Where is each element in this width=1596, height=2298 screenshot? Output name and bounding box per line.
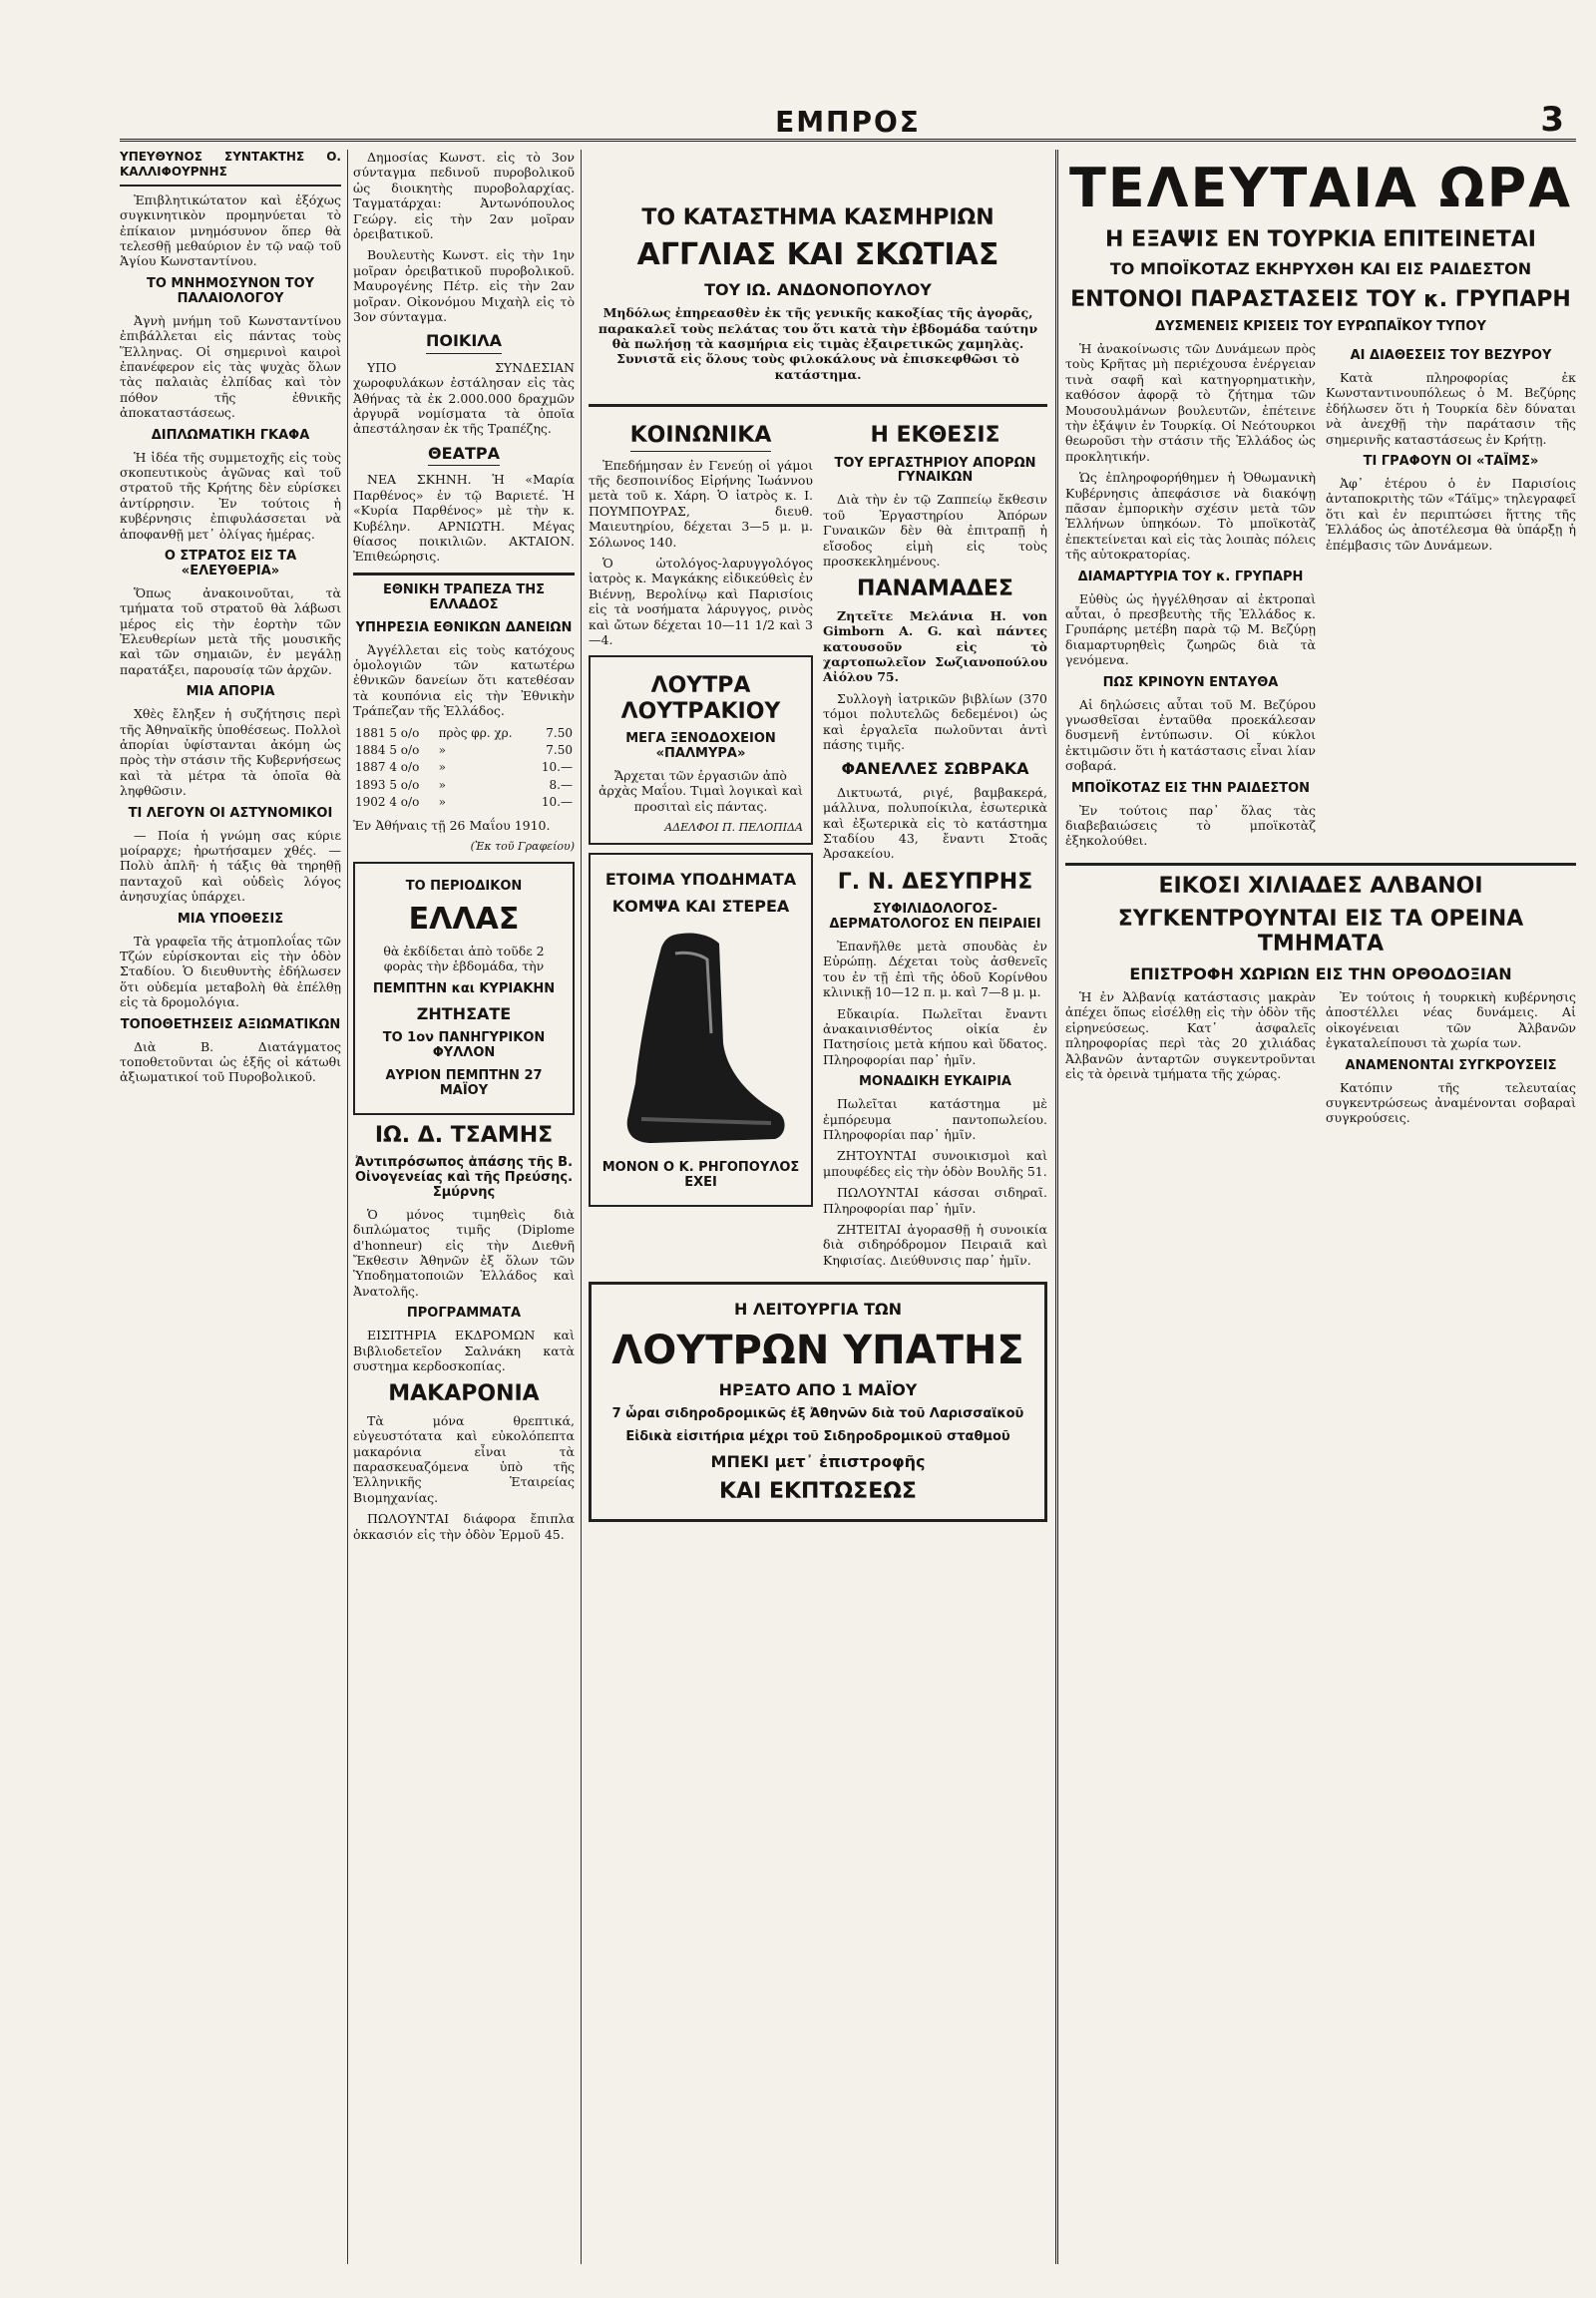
bond-rate: » xyxy=(438,777,446,792)
bonds-table xyxy=(353,725,575,812)
news-row-2 xyxy=(1065,989,1576,1132)
baths-discount: ΚΑΙ ΕΚΠΤΩΣΕΩΣ xyxy=(719,1479,917,1505)
ellas-days: ΠΕΜΠΤΗΝ και ΚΥΡΙΑΚΗΝ xyxy=(372,980,556,996)
shoe-icon xyxy=(611,924,791,1153)
vizier-body: Κατὰ πληροφορίας ἐκ Κωνσταντινουπόλεως ὁ Μ. Βεζύρης ἐδήλωσεν ὅτι ἡ Τουρκία δὲν δύναται νὰ ἀνεχθῇ τὴν παράτασιν τῆς σημερινῆς καταστάσεως ἐν Κρήτῃ. xyxy=(1326,369,1576,447)
flannel-body: Δικτυωτά, ριγέ, βαμβακερά, μάλλινα, πολυποίκιλα, ἐσωτερικὰ καὶ ἐξωτερικὰ εἰς τὸ κατάστημα Σταδίου 43, ἔναντι Στοᾶς Ἀρσακείου. xyxy=(823,784,1047,862)
bond-row xyxy=(353,742,575,759)
offer-heading: ΜΟΝΑΔΙΚΗ ΕΥΚΑΙΡΙΑ xyxy=(859,1074,1011,1090)
bond-row xyxy=(353,794,575,811)
news-row-1 xyxy=(1065,341,1576,855)
lead-paragraph-a: Ἡ ἀνακοίνωσις τῶν Δυνάμεων πρὸς τοὺς Κρῆτας μὴ περιέχουσα ἐνέργειαν τινὰ σαφῆ καὶ κατηγορηματικὴν, καθόσον ἀφορᾷ τὸ ζήτημα τῶν Μουσουλμάνων βουλευτῶν, ἐπέτεινε τὴν ἐξάψιν ἐν Τουρκίᾳ. Οἱ Νεότουρκοι θεωροῦσι τὴν στάσιν τῆς Ἑλλάδος ὡς προκλητικήν. xyxy=(1065,341,1316,464)
baths-top: Η ΛΕΙΤΟΥΡΓΙΑ ΤΩΝ xyxy=(733,1300,903,1320)
store-subtitle: ΑΓΓΛΙΑΣ ΚΑΙ ΣΚΩΤΙΑΣ xyxy=(636,237,999,273)
doctor-subheading: ΣΥΦΙΛΙΔΟΛΟΓΟΣ-ΔΕΡΜΑΤΟΛΟΓΟΣ ΕΝ ΠΕΙΡΑΙΕΙ xyxy=(829,902,1041,933)
vizier-heading: ΑΙ ΔΙΑΘΕΣΕΙΣ ΤΟΥ ΒΕΖΥΡΟΥ xyxy=(1350,348,1552,364)
ellas-title: ΕΛΛΑΣ xyxy=(408,902,520,938)
bond-value: 7.50 xyxy=(546,742,573,757)
divider xyxy=(589,404,1047,407)
orders-text-2: Βουλευτὴς Κωνστ. εἰς τὴν 1ην μοῖραν ὀρειβατικοῦ πυροβολικοῦ. Μαυρογένης Πέτρ. εἰς τὴν 2αν μοῖραν. Οἰκονόμου Μιχαὴλ εἰς τὸ 3ον σύνταγμα. xyxy=(353,247,575,325)
loutraki-title: ΛΟΥΤΡΑ ΛΟΥΤΡΑΚΙΟΥ xyxy=(620,673,781,724)
albania-body: Ἡ ἐν Ἀλβανίᾳ κατάστασις μακρὰν ἀπέχει ὅπως εἰσέλθῃ εἰς τὴν ὁδὸν τῆς εἰρηνεύσεως. Κατ᾽ ἀσφαλεῖς πληροφορίας περὶ τὰς 20 χιλιάδας Ἀλβανῶν ἀνταρτῶν συγκεντροῦνται εἰς τὰ ὀρεινὰ τμήματα τῆς χώρας. xyxy=(1065,989,1316,1082)
bond-rate: » xyxy=(438,760,446,775)
lead-paragraph-b: Ὡς ἐπληροφορήθημεν ἡ Ὀθωμανικὴ Κυβέρνησις ἀπεφάσισε νὰ διακόψῃ πᾶσαν ἐμπορικὴν σχέσιν μετὰ τῶν Ἑλλήνων ὑπηκόων. Τὸ μποϊκοτὰζ ἐπεκτείνεται καὶ εἰς τὰς λοιπὰς πόλεις τῆς αὐτοκρατορίας. xyxy=(1065,470,1316,563)
baths-return: ΜΠΕΚΙ μετ᾽ ἐπιστροφῆς xyxy=(710,1451,926,1471)
press-subheading: ΔΥΣΜΕΝΕΙΣ ΚΡΙΣΕΙΣ ΤΟΥ ΕΥΡΩΠΑΪΚΟΥ ΤΥΠΟΥ xyxy=(1155,319,1486,335)
column-rule xyxy=(1055,150,1058,2264)
boycott-heading: ΤΟ ΜΠΟΪΚΟΤΑΖ ΕΚΗΡΥΧΘΗ ΚΑΙ ΕΙΣ ΡΑΙΔΕΣΤΟΝ xyxy=(1109,259,1532,279)
loutraki-body: Ἄρχεται τῶν ἐργασιῶν ἀπὸ ἀρχὰς Μαΐου. Τιμαὶ λογικαὶ καὶ προσιταὶ εἰς πάντας. xyxy=(598,767,803,814)
ellas-advert xyxy=(353,862,575,1114)
doctor-heading: Γ. Ν. ΔΕΣΥΠΡΗΣ xyxy=(837,869,1033,895)
bond-value: 10.— xyxy=(541,760,573,775)
letter-heading: ΔΙΠΛΩΜΑΤΙΚΗ ΓΚΑΦΑ xyxy=(151,427,310,443)
bond-value: 10.— xyxy=(541,795,573,810)
shoes-advert xyxy=(589,853,813,1207)
clashes-heading: ΑΝΑΜΕΝΟΝΤΑΙ ΣΥΓΚΡΟΥΣΕΙΣ xyxy=(1345,1057,1557,1073)
query-heading: ΜΙΑ ΑΠΟΡΙΑ xyxy=(186,684,275,700)
bank-body: Ἀγγέλλεται εἰς τοὺς κατόχους ὁμολογιῶν τῶν κατωτέρω ἐθνικῶν δανείων ὅτι κατεθέσαν τὰ κουπόνια εἰς τὴν Ἐθνικὴν Τράπεζαν τῆς Ἑλλάδος. xyxy=(353,641,575,719)
wanted-advert: ΖΗΤΟΥΝΤΑΙ συνοικισμοὶ καὶ μπουφέδες εἰς τὴν ὁδὸν Βουλῆς 51. xyxy=(823,1148,1047,1179)
army-heading: Ο ΣΤΡΑΤΟΣ ΕΙΣ ΤΑ «ΕΛΕΥΘΕΡΙΑ» xyxy=(164,548,297,578)
exhibit-heading: Η ΕΚΘΕΣΙΣ xyxy=(870,423,1000,449)
bond-rate: » xyxy=(438,795,446,810)
furniture-note: ΠΩΛΟΥΝΤΑΙ διάφορα ἔπιπλα ὀκκασιόν εἰς τὴν ὁδὸν Ἐρμοῦ 45. xyxy=(353,1511,575,1542)
police-body: — Ποία ἡ γνώμη σας κύριε μοίραρχε; ἠρωτήσαμεν χθές. — Πολὺ ἀπλῆ· ἡ τάξις θὰ τηρηθῇ πανταχοῦ καὶ οὐδεὶς λόγος ἀνησυχίας ὑπάρχει. xyxy=(120,827,341,905)
tsamis-subheading: Ἀντιπρόσωπος ἁπάσης τῆς Β. Οἰνογενείας καὶ τῆς Πρεύσης. Σμύρνης xyxy=(354,1155,574,1200)
offer-body: Πωλεῖται κατάστημα μὲ ἐμπόρευμα παντοπωλείου. Πληροφορίαι παρ᾽ ἡμῖν. xyxy=(823,1096,1047,1142)
theatre-heading: ΘΕΑΤΡΑ xyxy=(353,445,575,466)
shoe-illustration xyxy=(598,924,803,1153)
news-right xyxy=(1326,341,1576,855)
albania-right xyxy=(1326,989,1576,1132)
last-hour-heading: ΤΕΛΕΥΤΑΙΑ ΩΡΑ xyxy=(1068,157,1573,219)
bank-date: Ἐν Ἀθήναις τῇ 26 Μαΐου 1910. xyxy=(353,817,551,833)
judge-body: Αἱ δηλώσεις αὗται τοῦ Μ. Βεζύρου γνωσθεῖσαι ἐνταῦθα προεκάλεσαν δυσμενῆ ἐντύπωσιν. Οἱ κύκλοι ἐκτιμῶσιν ὅτι ἡ κατάστασις εἶναι λίαν σοβαρά. xyxy=(1065,696,1316,774)
intro-paragraph: Ἐπιβλητικώτατον καὶ ἐξόχως συγκινητικὸν προμηνύεται τὸ ἐπίκαιον μνημόσυνον ὅπερ θὰ τελεσθῇ μεθαύριον ἐν τῷ ναῷ τοῦ Ἁγίου Κωνσταντίνου. xyxy=(120,192,341,269)
advert-right xyxy=(823,415,1047,1274)
query-body: Χθὲς ἔληξεν ἡ συζήτησις περὶ τῆς Ἀθηναϊκῆς ὑποθέσεως. Πολλοὶ ἀπορίαι ὑφίστανται ἀκόμη ὡς πρὸς τὴν στάσιν τῆς Κυβερνήσεως καὶ τὰ μέτρα τὰ ὁποῖα θὰ ληφθῶσιν. xyxy=(120,706,341,799)
bond-name: 1887 4 o/o xyxy=(355,760,420,775)
column-rule xyxy=(581,150,582,2264)
masthead-title: ΕΜΠΡΟΣ xyxy=(775,106,921,139)
page-number: 3 xyxy=(1540,100,1564,140)
shoes-shop: ΜΟΝΟΝ Ο Κ. ΡΗΓΟΠΟΥΛΟΣ ΕΧΕΙ xyxy=(601,1160,800,1191)
baths-train: 7 ὧραι σιδηροδρομικῶς ἐξ Ἀθηνῶν διὰ τοῦ Λαρισσαϊκοῦ xyxy=(611,1406,1024,1421)
macaroni-body: Τὰ μόνα θρεπτικά, εὐγευστότατα καὶ εὐκολόπεπτα μακαρόνια εἶναι τὰ παρασκευαζόμενα ὑπὸ τῆς Ἑλληνικῆς Ἑταιρείας Βιομηχανίας. xyxy=(353,1412,575,1505)
editor-byline: ΥΠΕΥΘΥΝΟΣ ΣΥΝΤΑΚΤΗΣ Ο. ΚΑΛΛΙΦΟΥΡΝΗΣ xyxy=(120,150,341,187)
turkey-heading: Η ΕΞΑΨΙΣ ΕΝ ΤΟΥΡΚΙΑ ΕΠΙΤΕΙΝΕΤΑΙ xyxy=(1105,227,1536,253)
ellas-top: ΤΟ ΠΕΡΙΟΔΙΚΟΝ xyxy=(405,879,523,895)
ellas-line: θὰ ἐκδίδεται ἀπὸ τοῦδε 2 φορὰς τὴν ἑβδομάδα, τὴν xyxy=(383,943,545,974)
bond-value: 8.— xyxy=(549,777,573,792)
officers-heading: ΤΟΠΟΘΕΤΗΣΕΙΣ ΑΞΙΩΜΑΤΙΚΩΝ xyxy=(120,1016,341,1032)
masthead xyxy=(120,100,1576,142)
macaroni-heading: ΜΑΚΑΡΟΝΙΑ xyxy=(388,1381,540,1407)
albania-heading-3: ΕΠΙΣΤΡΟΦΗ ΧΩΡΙΩΝ ΕΙΣ ΤΗΝ ΟΡΘΟΔΟΞΙΑΝ xyxy=(1129,963,1512,983)
shoes-heading: ΕΤΟΙΜΑ ΥΠΟΔΗΜΑΤΑ xyxy=(604,870,797,890)
doctor-body: Ἐπανῆλθε μετὰ σπουδὰς ἐν Εὐρώπῃ. Δέχεται τοὺς ἀσθενεῖς του ἐν τῇ ἐπὶ τῆς ὁδοῦ Κορίνθου κλινικῇ 10—12 π. μ. καὶ 7—8 μ. μ. xyxy=(823,938,1047,1000)
books-advert: Συλλογὴ ἰατρικῶν βιβλίων (370 τόμοι πολυτελῶς δεδεμένοι) ὡς καὶ ἐργαλεῖα πωλοῦνται ἀντὶ πάσης τιμῆς. xyxy=(823,690,1047,752)
store-owner: ΤΟΥ ΙΩ. ΑΝΔΟΝΟΠΟΥΛΟΥ xyxy=(704,279,932,299)
news-left xyxy=(1065,341,1316,855)
bond-row xyxy=(353,759,575,776)
tsamis-heading: ΙΩ. Δ. ΤΣΑΜΗΣ xyxy=(374,1122,554,1148)
social-heading: ΚΟΙΝΩΝΙΚΑ xyxy=(589,423,813,451)
protest-heading: ΔΙΑΜΑΡΤΥΡΙΑ ΤΟΥ κ. ΓΡΥΠΑΡΗ xyxy=(1077,569,1304,584)
panama-body: Ζητεῖτε Μελάνια Η. von Gimborn A. G. καὶ πάντες κατουσοῦν εἰς τὸ χαρτοπωλεῖον Σωζιανοπούλου Αἰόλου 75. xyxy=(823,607,1047,685)
loutraki-advert xyxy=(589,655,813,845)
divider xyxy=(353,573,575,575)
shoes-subheading: ΚΟΜΨΑ ΚΑΙ ΣΤΕΡΕΑ xyxy=(611,896,790,916)
panama-heading: ΠΑΝΑΜΑΔΕΣ xyxy=(857,576,1013,602)
advert-left xyxy=(589,415,813,1274)
news-columns xyxy=(1065,150,1576,2264)
loutraki-sign: ΑΔΕΛΦΟΙ Π. ΠΕΛΟΠΙΔΑ xyxy=(664,821,803,835)
bond-rate: » xyxy=(438,742,446,757)
theatre-body: ΝΕΑ ΣΚΗΝΗ. Ἡ «Μαρία Παρθένος» ἐν τῷ Βαριετέ. Ἡ «Κυρία Παρθένος» μὲ τὴν κ. Κυβέλην. ΑΡΝΙΩΤΗ. Μέγας θίασος ποικιλιῶν. ΑΚΤΑΙΟΝ. Ἐπιθεώρησις. xyxy=(353,472,575,565)
store-title: ΤΟ ΚΑΤΑΣΤΗΜΑ ΚΑΣΜΗΡΙΩΝ xyxy=(641,205,995,230)
protest-body: Εὐθὺς ὡς ἠγγέλθησαν αἱ ἐκτροπαὶ αὗται, ὁ πρεσβευτὴς τῆς Ἑλλάδος κ. Γρυπάρης μετέβη παρὰ τῷ Μ. Βεζύρῃ διαμαρτυρηθεὶς ζωηρῶς διὰ τὰ γενόμενα. xyxy=(1065,590,1316,668)
flannel-heading: ΦΑΝΕΛΛΕΣ ΣΩΒΡΑΚΑ xyxy=(841,759,1029,779)
column-rule xyxy=(347,150,348,2264)
raidestos-heading: ΜΠΟΪΚΟΤΑΖ ΕΙΣ ΤΗΝ ΡΑΙΔΕΣΤΟΝ xyxy=(1070,780,1311,796)
tsamis-body: Ὁ μόνος τιμηθεὶς διὰ διπλώματος τιμῆς (Diplome d'honneur) εἰς τὴν Διεθνῆ Ἔκθεσιν Ἀθηνῶν ἐξ ὅλων τῶν Ὑποδηματοποιῶν Ἑλλάδος καὶ Ἀνατολῆς. xyxy=(353,1206,575,1299)
ellas-date: ΑΥΡΙΟΝ ΠΕΜΠΤΗΝ 27 ΜΑΪΟΥ xyxy=(385,1067,543,1098)
memorial-heading: ΤΟ ΜΝΗΜΟΣΥΝΟΝ ΤΟΥ ΠΑΛΑΙΟΛΟΓΟΥ xyxy=(146,275,315,306)
representations-heading: ΕΝΤΟΝΟΙ ΠΑΡΑΣΤΑΣΕΙΣ ΤΟΥ κ. ΓΡΥΠΑΡΗ xyxy=(1070,286,1571,312)
column-1 xyxy=(120,150,341,2264)
times-heading: ΤΙ ΓΡΑΦΟΥΝ ΟΙ «ΤΑΪΜΣ» xyxy=(1363,453,1539,469)
bond-value: 7.50 xyxy=(546,725,573,740)
hypothesis-body: Τὰ γραφεῖα τῆς ἀτμοπλοΐας τῶν Τζών εὑρίσκονται εἰς τὴν ὁδὸν Σταδίου. Ὁ διευθυντὴς ἐδήλωσεν ὅτι οὐδεμία μεταβολὴ θὰ ἐπέλθῃ εἰς τὰ δρομολόγια. xyxy=(120,933,341,1010)
albania-heading-1: ΕΙΚΟΣΙ ΧΙΛΙΑΔΕΣ ΑΛΒΑΝΟΙ xyxy=(1158,873,1483,899)
letter-body: Ἡ ἰδέα τῆς συμμετοχῆς εἰς τοὺς σκοπευτικοὺς ἀγῶνας καὶ τοῦ στρατοῦ τῆς Κρήτης δὲν εὑρίσκει ἀντίρρησιν. Ἐν τούτοις ἡ κυβέρνησις ἐπιφυλάσσεται νὰ ἀποφανθῇ μετ᾽ ὀλίγας ἡμέρας. xyxy=(120,449,341,542)
baths-title: ΛΟΥΤΡΩΝ ΥΠΑΤΗΣ xyxy=(611,1327,1024,1373)
times-body: Ἀφ᾽ ἑτέρου ὁ ἐν Παρισίοις ἀνταποκριτὴς τῶν «Τάϊμς» τηλεγραφεῖ ὅτι καὶ ἐν περιπτώσει ἥττης τῆς Ἑλλάδος ὡς ἀποτέλεσμα θὰ ὑπάρξῃ ἡ ἐπέμβασις τῶν Δυνάμεων. xyxy=(1326,475,1576,553)
army-body: Ὅπως ἀνακοινοῦται, τὰ τμήματα τοῦ στρατοῦ θὰ λάβωσι μέρος εἰς τὴν ἑορτὴν τῶν Ἐλευθερίων μετὰ τῆς μουσικῆς καὶ τῶν σημαιῶν, ἐν μεγάλῃ παρατάξει, παρουσίᾳ τῶν ἀρχῶν. xyxy=(120,584,341,677)
divider xyxy=(1065,863,1576,866)
bank-subheading: ΥΠΗΡΕΣΙΑ ΕΘΝΙΚΩΝ ΔΑΝΕΙΩΝ xyxy=(355,619,573,635)
hypothesis-heading: ΜΙΑ ΥΠΟΘΕΣΙΣ xyxy=(177,911,284,927)
ellas-issue: ΤΟ 1ον ΠΑΝΗΓΥΡΙΚΟΝ ΦΥΛΛΟΝ xyxy=(382,1029,546,1060)
exhibit-subheading: ΤΟΥ ΕΡΓΑΣΤΗΡΙΟΥ ΑΠΟΡΩΝ ΓΥΝΑΙΚΩΝ xyxy=(834,455,1036,486)
social-body: Ἐπεδήμησαν ἐν Γενεύῃ οἱ γάμοι τῆς δεσποινίδος Εἰρήνης Ἰωάννου μετὰ τοῦ κ. Χάρη. Ὁ ἰατρὸς κ. Ι. ΠΟΥΜΠΟΥΡΑΣ, διευθ. Μαιευτηρίου, δέχεται 3—5 μ. μ. Σόλωνος 140. xyxy=(589,457,813,550)
misc-body: ΥΠΟ ΣΥΝΔΕΣΙΑΝ χωροφυλάκων ἐστάλησαν εἰς τὰς Ἀθήνας τὰ ἐκ 2.000.000 δραχμῶν ἀργυρᾶ νομίσματα τὰ ὁποῖα ἀπεστάλησαν ἐκ τῆς Τραπέζης. xyxy=(353,359,575,437)
judge-heading: ΠΩΣ ΚΡΙΝΟΥΝ ΕΝΤΑΥΘΑ xyxy=(1102,674,1279,690)
bank-heading: ΕΘΝΙΚΗ ΤΡΑΠΕΖΑ ΤΗΣ ΕΛΛΑΔΟΣ xyxy=(383,581,545,612)
albania-left xyxy=(1065,989,1316,1132)
seek-advert: ΖΗΤΕΙΤΑΙ ἀγορασθῇ ἡ συνοικία διὰ σιδηρόδρομον Πειραιᾶ καὶ Κηφισίας. Διεύθυνσις παρ᾽ ἡμῖν. xyxy=(823,1222,1047,1268)
raidestos-body: Ἐν τούτοις παρ᾽ ὅλας τὰς διαβεβαιώσεις τὸ μποϊκοτὰζ ἐξηκολούθει. xyxy=(1065,802,1316,849)
memorial-body: Ἀγνὴ μνήμη τοῦ Κωνσταντίνου ἐπιβάλλεται εἰς πάντας τοὺς Ἕλληνας. Οἱ σημερινοὶ καιροὶ ἐπανέφερον εἰς τὰς ψυχὰς ὅλων τὰς παλαιὰς ἐλπίδας καὶ τὸν πόθον τῆς ἐθνικῆς ἀποκαταστάσεως. xyxy=(120,312,341,421)
bond-name: 1902 4 o/o xyxy=(355,795,420,810)
doctor-notice: Ὁ ὠτολόγος-λαρυγγολόγος ἰατρὸς κ. Μαγκάκης εἰδικεύθεὶς ἐν Βιέννῃ, Βερολίνῳ καὶ Παρισίοις εἰς τὰ νοσήματα λάρυγγος, ρινὸς καὶ ὤτων δέχεται 10—11 1/2 καὶ 3—4. xyxy=(589,555,813,647)
bond-name: 1893 5 o/o xyxy=(355,777,420,792)
program-heading: ΠΡΟΓΡΑΜΜΑΤΑ xyxy=(406,1306,522,1322)
program-body: ΕΙΣΙΤΗΡΙΑ ΕΚΔΡΟΜΩΝ καὶ Βιβλιοδετεῖον Σαλνάκη κατὰ συστημα κερδοσκοπίας. xyxy=(353,1328,575,1374)
bond-name: 1881 5 o/o xyxy=(355,725,420,740)
bond-row xyxy=(353,725,575,742)
ellas-ask: ΖΗΤΗΣΑΤΕ xyxy=(416,1003,512,1023)
column-2 xyxy=(353,150,575,2264)
store-body: Μηδόλως ἐπηρεασθὲν ἐκ τῆς γενικῆς κακοξίας τῆς ἀγορᾶς, παρακαλεῖ τοὺς πελάτας του ὅτι κατὰ τὴν ἐβδομάδα ταύτην θὰ πωλήσῃ τὰ κασμήρια εἰς τιμὰς ἐξαιρετικῶς χαμηλὰς. Συνιστᾶ εἰς ὅλους τοὺς φιλοκάλους νὰ ἐπισκεφθῶσι τὸ κατάστημα. xyxy=(598,305,1038,382)
baths-date: ΗΡΞΑΤΟ ΑΠΟ 1 ΜΑΪΟΥ xyxy=(718,1379,918,1399)
cashmere-advert xyxy=(589,190,1047,396)
orders-text: Δημοσίας Κωνστ. εἰς τὸ 3ον σύνταγμα πεδινοῦ πυροβολικοῦ ὡς διοικητὴς πυροβολαρχίας. Ταγματάρχαι: Ἀντωνόπουλος Γεώργ. εἰς τὴν 2αν μοῖραν ὀρειβατικοῦ. xyxy=(353,150,575,242)
bond-rate: πρὸς φρ. χρ. xyxy=(438,725,513,740)
exhibit-body: Διὰ τὴν ἐν τῷ Ζαππείῳ ἔκθεσιν τοῦ Ἐργαστηρίου Ἀπόρων Γυναικῶν δὲν θὰ ἐπιτραπῇ ἡ εἴσοδος εἰμὴ εἰς τοὺς προσκεκλημένους. xyxy=(823,492,1047,570)
baths-advert xyxy=(589,1282,1047,1521)
clashes-body: Κατόπιν τῆς τελευταίας συγκεντρώσεως ἀναμένονται σοβαραὶ συγκρούσεις. xyxy=(1326,1079,1576,1126)
baths-ticket: Εἰδικὰ εἰσιτήρια μέχρι τοῦ Σιδηροδρομικοῦ σταθμοῦ xyxy=(625,1428,1010,1444)
misc-heading: ΠΟΙΚΙΛΑ xyxy=(353,332,575,353)
bond-name: 1884 5 o/o xyxy=(355,742,420,757)
bond-row xyxy=(353,777,575,794)
police-heading: ΤΙ ΛΕΓΟΥΝ ΟΙ ΑΣΤΥΝΟΜΙΚΟΙ xyxy=(128,805,333,821)
officers-body: Διὰ Β. Διατάγματος τοποθετοῦνται ὡς ἑξῆς οἱ κάτωθι ἀξιωματικοί τοῦ Πυροβολικοῦ. xyxy=(120,1038,341,1085)
sale-advert: ΠΩΛΟΥΝΤΑΙ κάσσαι σιδηραῖ. Πληροφορίαι παρ᾽ ἡμῖν. xyxy=(823,1185,1047,1216)
advert-row xyxy=(589,415,1047,1274)
loutraki-subtitle: ΜΕΓΑ ΞΕΝΟΔΟΧΕΙΟΝ «ΠΑΛΜΥΡΑ» xyxy=(625,730,776,761)
albania-heading-2: ΣΥΓΚΕΝΤΡΟΥΝΤΑΙ ΕΙΣ ΤΑ ΟΡΕΙΝΑ ΤΜΗΜΑΤΑ xyxy=(1117,907,1524,958)
advert-columns xyxy=(589,150,1047,2264)
albania-continued: Ἐν τούτοις ἡ τουρκικὴ κυβέρνησις ἀποστέλλει νέας δυνάμεις. Αἱ οἰκογένειαι τῶν Ἀλβανῶν ἐγκαταλείπουσι τὰ χωρία των. xyxy=(1326,989,1576,1051)
bank-signature: (Ἐκ τοῦ Γραφείου) xyxy=(470,840,575,853)
house-advert: Εὔκαιρία. Πωλεῖται ἔναντι ἀνακαινισθέντος οἰκία ἐν Πατησίοις μετὰ κήπου καὶ ὕδατος. Πληροφορίαι παρ᾽ ἡμῖν. xyxy=(823,1005,1047,1067)
